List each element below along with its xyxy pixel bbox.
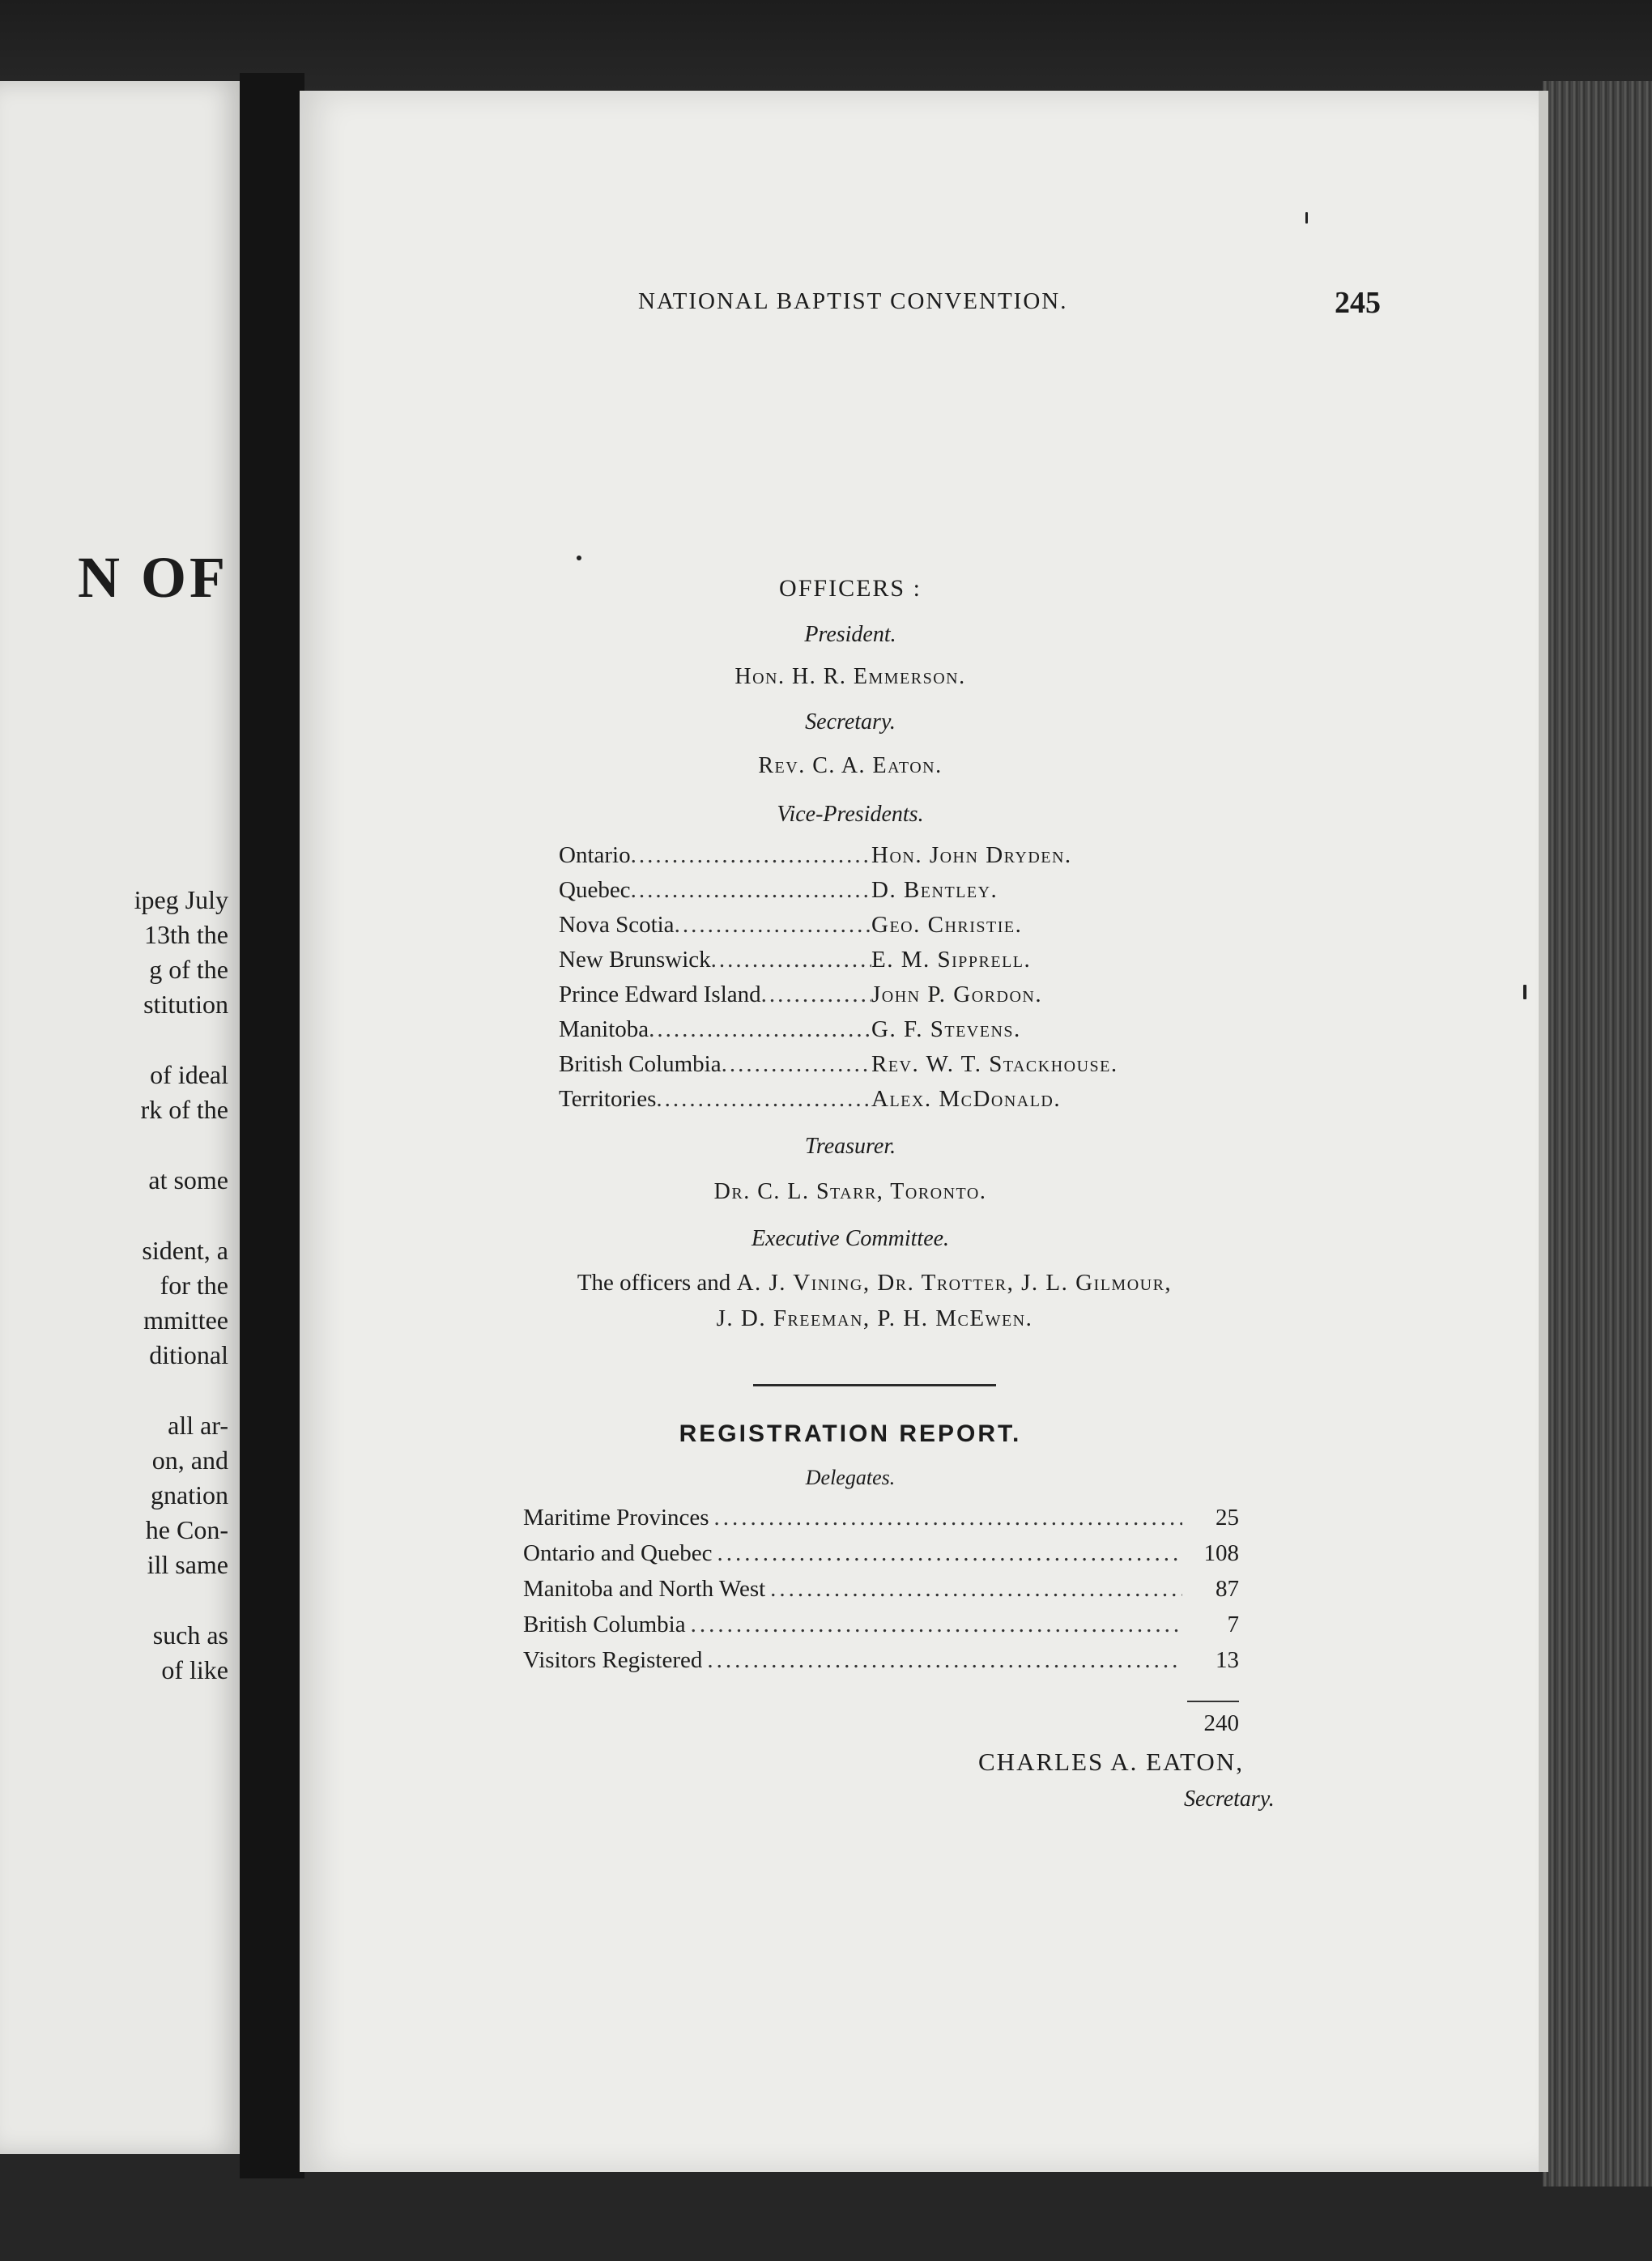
vp-name: Hon. John Dryden. [871,842,1072,868]
scan-speck [577,556,581,560]
executive-committee-label: Executive Committee. [751,1226,950,1251]
secretary-label: Secretary. [805,709,896,735]
registration-row [523,1612,1239,1647]
left-line: rk of the [140,1095,228,1124]
left-line: gnation [151,1480,228,1509]
paragraph-gap [134,1127,228,1163]
paragraph-gap [134,1198,228,1233]
left-facing-page [0,81,243,2154]
registration-count: 87 [1216,1576,1239,1602]
section-divider [753,1384,996,1386]
executive-names-2: J. D. Freeman, P. H. McEwen. [716,1305,1033,1331]
executive-prefix: The officers and [577,1270,737,1296]
vp-province: Prince Edward Island [559,981,761,1007]
leader-dots [722,1051,871,1078]
signatory-title: Secretary. [1184,1786,1275,1812]
paragraph-gap [134,1582,228,1618]
left-line: on, and [151,1446,228,1475]
vp-name: Geo. Christie. [871,912,1023,938]
leader-dots [770,1576,1182,1603]
left-line: stitution [143,990,228,1019]
vp-name: Alex. McDonald. [871,1086,1062,1112]
registration-total: 240 [1203,1710,1239,1736]
delegates-label: Delegates. [805,1466,896,1489]
sum-rule [1187,1701,1239,1702]
leader-dots [711,947,871,973]
vp-name: D. Bentley. [871,877,998,903]
treasurer-label: Treasurer. [804,1134,896,1159]
leader-dots [649,1016,871,1043]
paragraph-gap [134,1022,228,1058]
leader-dots [675,912,871,939]
president-name: Hon. H. R. Emmerson. [734,664,966,689]
vp-province: New Brunswick [559,947,711,973]
vice-presidents-list [559,842,1118,1121]
registration-count: 7 [1227,1612,1239,1637]
vice-president-row [559,1016,1118,1051]
vp-province: Nova Scotia [559,912,675,938]
executive-names-1: A. J. Vining, Dr. Trotter, J. L. Gilmour, [736,1270,1173,1296]
registration-title: REGISTRATION REPORT. [679,1420,1022,1447]
book-gutter [240,73,304,2178]
leader-dots [717,1540,1182,1567]
left-line: such as [152,1620,228,1650]
leader-dots [631,877,871,904]
vice-president-row [559,877,1118,912]
treasurer-name: Dr. C. L. Starr, Toronto. [713,1179,987,1204]
left-line: he Con- [145,1515,228,1544]
leader-dots [691,1612,1182,1638]
registration-label: Visitors Registered [523,1647,703,1673]
scan-speck [1523,985,1526,999]
page-number: 245 [1335,286,1381,320]
vice-president-row [559,842,1118,877]
leader-dots [714,1505,1182,1531]
left-line: ill same [147,1550,228,1579]
vp-province: Territories [559,1086,657,1112]
left-line: at some [148,1165,228,1194]
right-page [300,91,1547,2172]
registration-row [523,1647,1239,1683]
leader-dots [707,1647,1182,1674]
vp-name: John P. Gordon. [871,981,1043,1007]
president-label: President. [804,622,896,647]
registration-count: 108 [1203,1540,1239,1566]
registration-count: 25 [1216,1505,1239,1531]
left-line: of like [161,1655,228,1684]
left-line: g of the [149,955,228,984]
officers-heading: OFFICERS : [779,575,922,602]
left-line: ditional [149,1340,228,1369]
registration-row [523,1505,1239,1540]
registration-table [523,1505,1239,1683]
executive-committee-members [486,1265,1263,1336]
left-line: for the [160,1271,228,1300]
secretary-name: Rev. C. A. Eaton. [758,753,943,778]
page-edge-strip [1539,91,1548,2172]
registration-row [523,1540,1239,1576]
leader-dots [656,1086,871,1113]
registration-label: Manitoba and North West [523,1576,766,1602]
vp-name: G. F. Stevens. [871,1016,1021,1042]
vp-name: Rev. W. T. Stackhouse. [871,1051,1118,1077]
running-header: NATIONAL BAPTIST CONVENTION. [638,288,1068,314]
vice-president-row [559,912,1118,947]
registration-row [523,1576,1239,1612]
vp-province: Ontario [559,842,631,868]
signatory-name: CHARLES A. EATON, [978,1748,1244,1776]
vice-president-row [559,947,1118,981]
vice-presidents-label: Vice-Presidents. [777,802,924,827]
registration-label: British Columbia [523,1612,686,1637]
leader-dots [631,842,871,869]
registration-count: 13 [1216,1647,1239,1673]
vice-president-row [559,981,1118,1016]
left-line: of ideal [150,1060,228,1089]
registration-label: Ontario and Quebec [523,1540,713,1566]
executive-line-1 [486,1265,1263,1301]
scan-speck [1305,212,1308,224]
vice-president-row [559,1051,1118,1086]
registration-label: Maritime Provinces [523,1505,709,1531]
left-line: sident, a [142,1236,228,1265]
vp-province: Quebec [559,877,631,903]
paragraph-gap [134,1373,228,1408]
left-line: 13th the [144,920,228,949]
left-line: all ar- [168,1411,228,1440]
left-line: ipeg July [134,885,228,914]
left-line: mmittee [143,1305,228,1335]
vp-province: Manitoba [559,1016,649,1042]
vp-province: British Columbia [559,1051,722,1077]
left-page-heading: N OF [78,545,228,610]
leader-dots [761,981,871,1008]
left-page-text [134,883,228,1688]
book-page-edges [1543,81,1652,2186]
vice-president-row [559,1086,1118,1121]
vp-name: E. M. Sipprell. [871,947,1032,973]
